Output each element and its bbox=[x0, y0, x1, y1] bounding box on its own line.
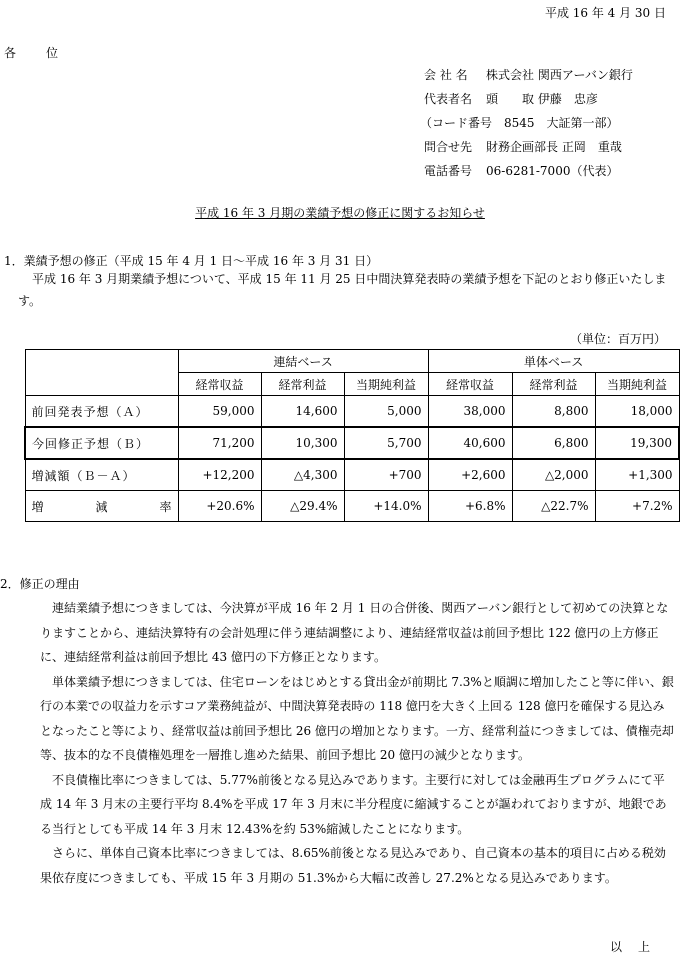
phone-number: 06-6281-7000（代表） bbox=[486, 164, 619, 178]
table-cell: +14.0% bbox=[344, 491, 428, 522]
table-cell: 38,000 bbox=[428, 396, 512, 428]
table-cell: +6.8% bbox=[428, 491, 512, 522]
table-cell: △29.4% bbox=[261, 491, 344, 522]
table-cell: 8,800 bbox=[512, 396, 595, 428]
table-row-previous bbox=[25, 396, 679, 428]
contact-row bbox=[424, 138, 622, 155]
table-cell: +2,600 bbox=[428, 459, 512, 491]
phone-row bbox=[424, 162, 618, 179]
table-cell: +20.6% bbox=[178, 491, 261, 522]
table-unit: （単位：百万円） bbox=[569, 332, 666, 346]
column-header: 経常収益 bbox=[428, 373, 512, 396]
section2-heading: 2．修正の理由 bbox=[0, 577, 80, 591]
column-header: 経常利益 bbox=[512, 373, 595, 396]
row-label bbox=[25, 491, 178, 522]
column-header: 経常収益 bbox=[178, 373, 261, 396]
table-corner-cell bbox=[25, 350, 178, 396]
company-name-row bbox=[424, 66, 633, 83]
table-cell: +12,200 bbox=[178, 459, 261, 491]
section1-body: 平成 16 年 3 月期業績予想について、平成 15 年 11 月 25 日中間決算発表時の業績予想を下記のとおり修正いたします。 bbox=[18, 272, 667, 308]
row-label: 今回修正予想（Ｂ） bbox=[25, 427, 178, 459]
paragraph: さらに、単体自己資本比率につきましては、8.65%前後となる見込みであり、自己資本の基本的項目に占める税効果依存度につきましても、平成 15 年 3 月期の 51.3%から大幅に改善し 27.2%となる見込みであります。 bbox=[40, 846, 666, 885]
representative-name: 頭 取 伊藤 忠彦 bbox=[486, 92, 598, 106]
table-cell: 59,000 bbox=[178, 396, 261, 428]
column-header: 経常利益 bbox=[261, 373, 344, 396]
closing-mark: 以上 bbox=[609, 940, 666, 954]
representative-label: 代表者名 bbox=[424, 92, 473, 106]
document-date: 平成 16 年 4 月 30 日 bbox=[544, 6, 666, 20]
column-header: 当期純利益 bbox=[344, 373, 428, 396]
group-nonconsolidated: 単体ベース bbox=[428, 350, 679, 373]
paragraph: 単体業績予想につきましては、住宅ローンをはじめとする貸出金が前期比 7.3%と順調に増加したこと等に伴い、銀行の本業での収益力を示すコア業務純益が、中間決算発表時の 118 億円を大きく上回る 128 億円を確保する見込みとなったこと等により、経常収益は前回予想比 26 億円の増加となります。一方、経常利益につきましては、債権売却等、抜本的な不良債権処理を一層推し進めた結果、前回予想比 20 億円の減少となります。 bbox=[40, 674, 674, 762]
table-cell: 6,800 bbox=[512, 427, 595, 459]
table-cell: 71,200 bbox=[178, 427, 261, 459]
table-cell: +7.2% bbox=[595, 491, 679, 522]
forecast-table bbox=[24, 349, 680, 522]
table-row-revised bbox=[25, 427, 679, 459]
company-name: 株式会社 関西アーバン銀行 bbox=[486, 68, 633, 82]
paragraph: 不良債権比率につきましては、5.77%前後となる見込みであります。主要行に対しては金融再生プログラムにて平成 14 年 3 月末の主要行平均 8.4%を平成 17 年 3 月末に半分程度に縮減することが謳われておりますが、地銀である当行としても平成 14 年 3 月末 12.43%を約 53%縮減したことになります。 bbox=[40, 772, 667, 836]
stock-code: （コード番号 8545 大証第一部） bbox=[420, 116, 619, 130]
row-label-spread bbox=[32, 498, 172, 515]
row-label: 増減額（Ｂ－Ａ） bbox=[25, 459, 178, 491]
section1-heading: 1．業績予想の修正（平成 15 年 4 月 1 日〜平成 16 年 3 月 31 日） bbox=[4, 254, 379, 268]
phone-label: 電話番号 bbox=[424, 164, 473, 178]
table-row-change-amount bbox=[25, 459, 679, 491]
section2-body bbox=[40, 596, 676, 890]
contact-label: 問合せ先 bbox=[424, 140, 473, 154]
company-name-label: 会 社 名 bbox=[424, 68, 468, 82]
row-label: 前回発表予想（Ａ） bbox=[25, 396, 178, 428]
table-cell: 18,000 bbox=[595, 396, 679, 428]
addressee: 各位 bbox=[4, 46, 89, 60]
table-cell: 40,600 bbox=[428, 427, 512, 459]
paragraph: 連結業績予想につきましては、今決算が平成 16 年 2 月 1 日の合併後、関西アーバン銀行として初めての決算となりますことから、連結決算特有の会計処理に伴う連結調整により、連結経常収益は前回予想比 122 億円の上方修正に、連結経常利益は前回予想比 43 億円の下方修正となります。 bbox=[40, 601, 669, 664]
document-title: 平成 16 年 3 月期の業績予想の修正に関するお知らせ bbox=[195, 206, 485, 220]
table-cell: △2,000 bbox=[512, 459, 595, 491]
table-cell: △22.7% bbox=[512, 491, 595, 522]
table-cell: 19,300 bbox=[595, 427, 679, 459]
contact-person: 財務企画部長 正岡 重哉 bbox=[486, 140, 622, 154]
representative-row bbox=[424, 90, 598, 107]
column-header: 当期純利益 bbox=[595, 373, 679, 396]
row-label-char: 減 bbox=[95, 499, 108, 514]
table-cell: 5,000 bbox=[344, 396, 428, 428]
row-label-char: 増 bbox=[31, 499, 44, 514]
table-cell: △4,300 bbox=[261, 459, 344, 491]
group-consolidated: 連結ベース bbox=[178, 350, 428, 373]
table-cell: 5,700 bbox=[344, 427, 428, 459]
table-cell: 10,300 bbox=[261, 427, 344, 459]
table-cell: 14,600 bbox=[261, 396, 344, 428]
stock-code-row bbox=[420, 114, 619, 131]
table-group-header bbox=[25, 350, 679, 373]
table-row-change-rate bbox=[25, 491, 679, 522]
row-label-char: 率 bbox=[159, 499, 172, 514]
table-cell: +1,300 bbox=[595, 459, 679, 491]
table-cell: +700 bbox=[344, 459, 428, 491]
